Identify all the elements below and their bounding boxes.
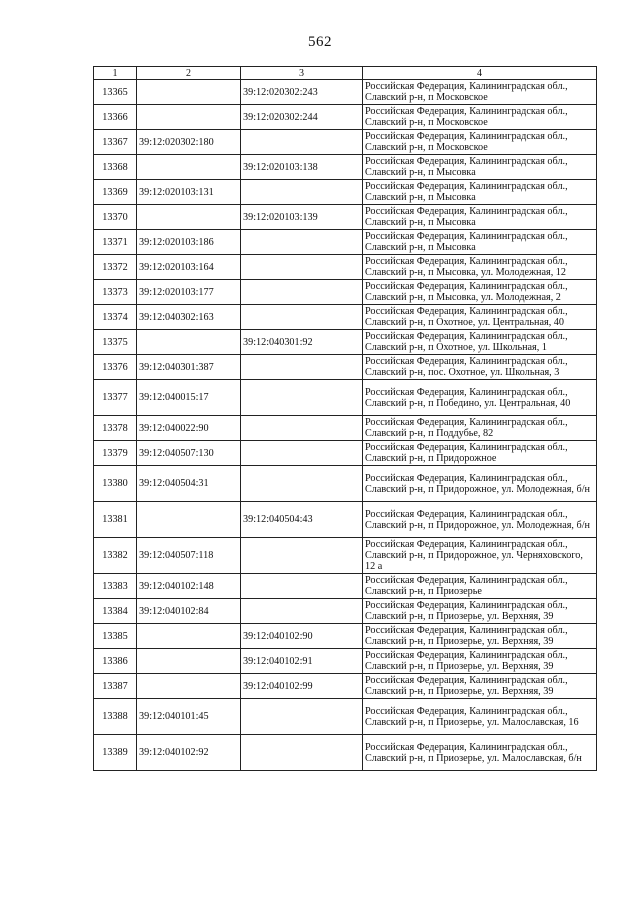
cadastral-number-cell-col2: 39:12:020103:164 <box>137 255 241 280</box>
table-row <box>94 649 597 674</box>
table-row <box>94 205 597 230</box>
cadastral-number-cell-col3 <box>241 380 363 416</box>
address-cell: Российская Федерация, Калининградская обл., Славский р-н, п Поддубье, 82 <box>363 416 597 441</box>
row-number-cell: 13376 <box>94 355 137 380</box>
address-cell: Российская Федерация, Калининградская обл., Славский р-н, п Приозерье, ул. Верхняя, 39 <box>363 649 597 674</box>
cadastral-number-cell-col3 <box>241 355 363 380</box>
cadastral-number-cell-col3 <box>241 416 363 441</box>
registry-table <box>93 66 597 771</box>
address-cell: Российская Федерация, Калининградская обл., Славский р-н, п Мысовка <box>363 230 597 255</box>
row-number-cell: 13369 <box>94 180 137 205</box>
column-header-4: 4 <box>363 67 597 80</box>
row-number-cell: 13367 <box>94 130 137 155</box>
row-number-cell: 13383 <box>94 574 137 599</box>
cadastral-number-cell-col3 <box>241 280 363 305</box>
address-cell: Российская Федерация, Калининградская обл., Славский р-н, п Мысовка <box>363 155 597 180</box>
cadastral-number-cell-col3: 39:12:040102:90 <box>241 624 363 649</box>
address-cell: Российская Федерация, Калининградская обл., Славский р-н, п Мысовка <box>363 205 597 230</box>
cadastral-number-cell-col2: 39:12:020103:177 <box>137 280 241 305</box>
table-row <box>94 255 597 280</box>
column-header-2: 2 <box>137 67 241 80</box>
address-cell: Российская Федерация, Калининградская обл., Славский р-н, п Московское <box>363 80 597 105</box>
row-number-cell: 13373 <box>94 280 137 305</box>
cadastral-number-cell-col3 <box>241 735 363 771</box>
table-row <box>94 674 597 699</box>
row-number-cell: 13387 <box>94 674 137 699</box>
address-cell: Российская Федерация, Калининградская обл., Славский р-н, п Охотное, ул. Школьная, 1 <box>363 330 597 355</box>
table-row <box>94 538 597 574</box>
column-header-3: 3 <box>241 67 363 80</box>
cadastral-number-cell-col2: 39:12:040507:130 <box>137 441 241 466</box>
address-cell: Российская Федерация, Калининградская обл., Славский р-н, п Придорожное, ул. Молодежная, б/н <box>363 502 597 538</box>
row-number-cell: 13366 <box>94 105 137 130</box>
cadastral-number-cell-col3 <box>241 538 363 574</box>
address-cell: Российская Федерация, Калининградская обл., Славский р-н, п Приозерье, ул. Малославская, б/н <box>363 735 597 771</box>
table-row <box>94 355 597 380</box>
cadastral-number-cell-col3: 39:12:040301:92 <box>241 330 363 355</box>
cadastral-number-cell-col2: 39:12:040302:163 <box>137 305 241 330</box>
table-row <box>94 105 597 130</box>
table-row <box>94 130 597 155</box>
address-cell: Российская Федерация, Калининградская обл., Славский р-н, п Приозерье, ул. Верхняя, 39 <box>363 624 597 649</box>
cadastral-number-cell-col3: 39:12:020103:138 <box>241 155 363 180</box>
cadastral-number-cell-col2: 39:12:040015:17 <box>137 380 241 416</box>
table-row <box>94 330 597 355</box>
row-number-cell: 13375 <box>94 330 137 355</box>
cadastral-number-cell-col2 <box>137 674 241 699</box>
row-number-cell: 13372 <box>94 255 137 280</box>
row-number-cell: 13378 <box>94 416 137 441</box>
cadastral-number-cell-col3 <box>241 255 363 280</box>
table-row <box>94 80 597 105</box>
table-row <box>94 735 597 771</box>
table-row <box>94 599 597 624</box>
cadastral-number-cell-col2: 39:12:040102:84 <box>137 599 241 624</box>
address-cell: Российская Федерация, Калининградская обл., Славский р-н, п Победино, ул. Центральная, 40 <box>363 380 597 416</box>
table-row <box>94 180 597 205</box>
cadastral-number-cell-col2 <box>137 502 241 538</box>
address-cell: Российская Федерация, Калининградская обл., Славский р-н, п Охотное, ул. Центральная, 40 <box>363 305 597 330</box>
table-row <box>94 466 597 502</box>
cadastral-number-cell-col3 <box>241 574 363 599</box>
cadastral-number-cell-col2: 39:12:040504:31 <box>137 466 241 502</box>
table-row <box>94 280 597 305</box>
cadastral-number-cell-col3: 39:12:040102:99 <box>241 674 363 699</box>
cadastral-number-cell-col2: 39:12:020103:186 <box>137 230 241 255</box>
cadastral-number-cell-col2: 39:12:040022:90 <box>137 416 241 441</box>
cadastral-number-cell-col3: 39:12:020103:139 <box>241 205 363 230</box>
cadastral-number-cell-col2 <box>137 624 241 649</box>
address-cell: Российская Федерация, Калининградская обл., Славский р-н, п Приозерье, ул. Малославская, 16 <box>363 699 597 735</box>
row-number-cell: 13365 <box>94 80 137 105</box>
table-row <box>94 699 597 735</box>
table-row <box>94 574 597 599</box>
row-number-cell: 13368 <box>94 155 137 180</box>
row-number-cell: 13381 <box>94 502 137 538</box>
cadastral-number-cell-col3 <box>241 599 363 624</box>
table-row <box>94 305 597 330</box>
cadastral-number-cell-col3 <box>241 180 363 205</box>
row-number-cell: 13379 <box>94 441 137 466</box>
row-number-cell: 13389 <box>94 735 137 771</box>
address-cell: Российская Федерация, Калининградская обл., Славский р-н, п Мысовка <box>363 180 597 205</box>
cadastral-number-cell-col2: 39:12:020302:180 <box>137 130 241 155</box>
table-row <box>94 416 597 441</box>
table-body <box>94 80 597 771</box>
address-cell: Российская Федерация, Калининградская обл., Славский р-н, п Придорожное <box>363 441 597 466</box>
cadastral-number-cell-col3: 39:12:020302:244 <box>241 105 363 130</box>
cadastral-number-cell-col2: 39:12:040301:387 <box>137 355 241 380</box>
cadastral-number-cell-col3 <box>241 699 363 735</box>
table-row <box>94 155 597 180</box>
address-cell: Российская Федерация, Калининградская обл., Славский р-н, п Придорожное, ул. Черняховского, 12 а <box>363 538 597 574</box>
table-row <box>94 624 597 649</box>
cadastral-number-cell-col3: 39:12:040102:91 <box>241 649 363 674</box>
cadastral-number-cell-col3 <box>241 305 363 330</box>
cadastral-number-cell-col2: 39:12:040101:45 <box>137 699 241 735</box>
address-cell: Российская Федерация, Калининградская обл., Славский р-н, п Придорожное, ул. Молодежная, б/н <box>363 466 597 502</box>
table-row <box>94 441 597 466</box>
cadastral-number-cell-col3: 39:12:040504:43 <box>241 502 363 538</box>
address-cell: Российская Федерация, Калининградская обл., Славский р-н, п Приозерье, ул. Верхняя, 39 <box>363 674 597 699</box>
row-number-cell: 13380 <box>94 466 137 502</box>
address-cell: Российская Федерация, Калининградская обл., Славский р-н, п Московское <box>363 105 597 130</box>
table-row <box>94 230 597 255</box>
cadastral-number-cell-col3 <box>241 441 363 466</box>
cadastral-number-cell-col2 <box>137 205 241 230</box>
row-number-cell: 13382 <box>94 538 137 574</box>
address-cell: Российская Федерация, Калининградская обл., Славский р-н, п Мысовка, ул. Молодежная, 2 <box>363 280 597 305</box>
cadastral-number-cell-col3 <box>241 130 363 155</box>
row-number-cell: 13374 <box>94 305 137 330</box>
column-header-1: 1 <box>94 67 137 80</box>
row-number-cell: 13384 <box>94 599 137 624</box>
row-number-cell: 13386 <box>94 649 137 674</box>
cadastral-number-cell-col2 <box>137 330 241 355</box>
cadastral-number-cell-col2: 39:12:040507:118 <box>137 538 241 574</box>
row-number-cell: 13370 <box>94 205 137 230</box>
cadastral-number-cell-col2 <box>137 649 241 674</box>
address-cell: Российская Федерация, Калининградская обл., Славский р-н, п Приозерье, ул. Верхняя, 39 <box>363 599 597 624</box>
cadastral-number-cell-col3 <box>241 466 363 502</box>
table-row <box>94 502 597 538</box>
cadastral-number-cell-col2 <box>137 155 241 180</box>
page-number: 562 <box>308 34 332 50</box>
cadastral-number-cell-col2: 39:12:040102:92 <box>137 735 241 771</box>
row-number-cell: 13388 <box>94 699 137 735</box>
row-number-cell: 13371 <box>94 230 137 255</box>
table-header <box>94 67 597 80</box>
address-cell: Российская Федерация, Калининградская обл., Славский р-н, п Московское <box>363 130 597 155</box>
cadastral-number-cell-col2 <box>137 80 241 105</box>
row-number-cell: 13385 <box>94 624 137 649</box>
row-number-cell: 13377 <box>94 380 137 416</box>
cadastral-number-cell-col2: 39:12:040102:148 <box>137 574 241 599</box>
cadastral-number-cell-col3: 39:12:020302:243 <box>241 80 363 105</box>
address-cell: Российская Федерация, Калининградская обл., Славский р-н, пос. Охотное, ул. Школьная, 3 <box>363 355 597 380</box>
cadastral-number-cell-col3 <box>241 230 363 255</box>
address-cell: Российская Федерация, Калининградская обл., Славский р-н, п Приозерье <box>363 574 597 599</box>
table-row <box>94 380 597 416</box>
cadastral-number-cell-col2: 39:12:020103:131 <box>137 180 241 205</box>
cadastral-number-cell-col2 <box>137 105 241 130</box>
address-cell: Российская Федерация, Калининградская обл., Славский р-н, п Мысовка, ул. Молодежная, 12 <box>363 255 597 280</box>
